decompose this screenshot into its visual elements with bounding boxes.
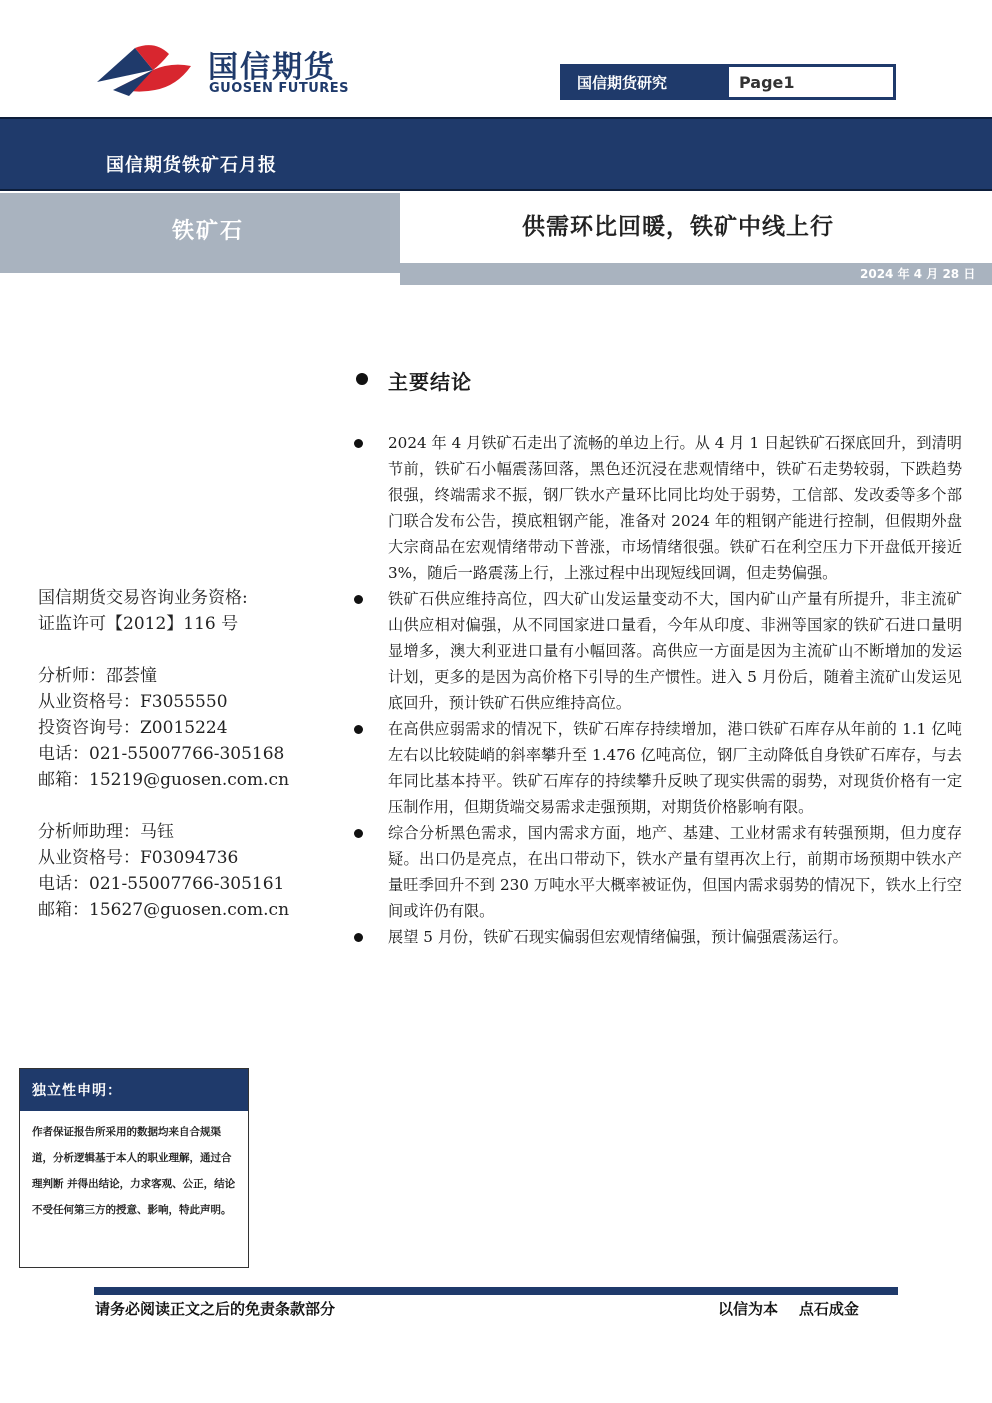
research-label: 国信期货研究 (563, 67, 729, 97)
header-box (560, 64, 896, 100)
disclaimer-notice: 请务必阅读正文之后的免责条款部分 (95, 1300, 336, 1318)
report-title: 供需环比回暖，铁矿中线上行 (522, 213, 834, 240)
bullet-icon (354, 595, 363, 604)
license-line: 证监许可【2012】116 号 (38, 614, 239, 634)
brand-name-cn: 国信期货 (208, 50, 336, 85)
page-label: Page (739, 72, 784, 92)
bullet-icon (354, 439, 363, 448)
list-item (352, 820, 962, 924)
paragraph-text: 铁矿石供应维持高位，四大矿山发运量变动不大，国内矿山产量有所提升，非主流矿山供应相对偏强，从不同国家进口量看，今年从印度、非洲等国家的铁矿石进口量明显增多，澳大利亚进口量有小幅回落。高供应一方面是因为主流矿山不断增加的发运计划，更多的是因为高价格下引导的生产惯性。进入 5 月份后，随着主流矿山发运见底回升，预计铁矿石供应维持高位。 (388, 590, 962, 712)
bullet-icon (354, 933, 363, 942)
assistant-phone: 电话：021-55007766-305161 (38, 874, 285, 894)
independence-heading: 独立性申明： (20, 1069, 248, 1111)
analyst-invest-id: 投资咨询号：Z0015224 (38, 718, 228, 738)
guosen-logo (95, 40, 205, 100)
paragraph-text: 综合分析黑色需求，国内需求方面，地产、基建、工业材需求有转强预期，但力度存疑。出口仍是亮点，在出口带动下，铁水产量有望再次上行，前期市场预期中铁水产量旺季回升不到 230 万吨水平大概率被证伪，但国内需求弱势的情况下，铁水上行空间或许仍有限。 (388, 824, 962, 920)
conclusion-list (352, 430, 962, 950)
category-label: 铁矿石 (172, 218, 245, 244)
independence-text: 作者保证报告所采用的数据均来自合规渠道，分析逻辑基于本人的职业理解，通过合理判断 并得出结论，力求客观、公正，结论不受任何第三方的授意、影响，特此声明。 (32, 1126, 236, 1216)
bullet-icon (354, 725, 363, 734)
independence-statement (19, 1068, 249, 1268)
bullet-icon (354, 829, 363, 838)
footer-slogan: 以信为本 点石成金 (718, 1300, 859, 1318)
section-heading: 主要结论 (388, 370, 472, 394)
assistant-name: 分析师助理：马钰 (38, 822, 174, 842)
analyst-name: 分析师：邵荟憧 (38, 666, 157, 686)
page-indicator (729, 67, 893, 97)
report-date: 2024 年 4 月 28 日 (860, 267, 976, 281)
paragraph-text: 展望 5 月份，铁矿石现实偏弱但宏观情绪偏强，预计偏强震荡运行。 (388, 928, 848, 946)
list-item (352, 430, 962, 586)
analyst-phone: 电话：021-55007766-305168 (38, 744, 285, 764)
analyst-info (38, 585, 289, 923)
paragraph-text: 在高供应弱需求的情况下，铁矿石库存持续增加，港口铁矿石库存从年前的 1.1 亿吨左右以比较陡峭的斜率攀升至 1.476 亿吨高位，钢厂主动降低自身铁矿石库存，与去年同比基本持平。铁矿石库存的持续攀升反映了现实供需的弱势，对现货价格有一定压制作用，但期货端交易需求走强预期，对期货价格影响有限。 (388, 720, 962, 816)
analyst-email: 邮箱：15219@guosen.com.cn (38, 770, 290, 790)
page-number: 1 (783, 72, 795, 92)
assistant-email: 邮箱：15627@guosen.com.cn (38, 900, 290, 920)
report-series-title: 国信期货铁矿石月报 (106, 155, 277, 176)
brand-name-en: GUOSEN FUTURES (209, 81, 350, 96)
list-item (352, 586, 962, 716)
analyst-cert: 从业资格号：F3055550 (38, 692, 228, 712)
list-item (352, 924, 962, 950)
list-item (352, 716, 962, 820)
footer-bar (94, 1287, 898, 1295)
paragraph-text: 2024 年 4 月铁矿石走出了流畅的单边上行。从 4 月 1 日起铁矿石探底回升，到清明节前，铁矿石小幅震荡回落，黑色还沉浸在悲观情绪中，铁矿石走势较弱，下跌趋势很强，终端需求不振，钢厂铁水产量环比同比均处于弱势，工信部、发改委等多个部门联合发布公告，摸底粗钢产能，准备对 2024 年的粗钢产能进行控制，但假期外盘大宗商品在宏观情绪带动下普涨，市场情绪很强。铁矿石在利空压力下开盘低开接近 3%，随后一路震荡上行，上涨过程中出现短线回调，但走势偏强。 (388, 434, 962, 582)
qualification-line: 国信期货交易咨询业务资格: (38, 588, 248, 608)
assistant-cert: 从业资格号：F03094736 (38, 848, 239, 868)
heading-bullet-icon (356, 373, 368, 385)
